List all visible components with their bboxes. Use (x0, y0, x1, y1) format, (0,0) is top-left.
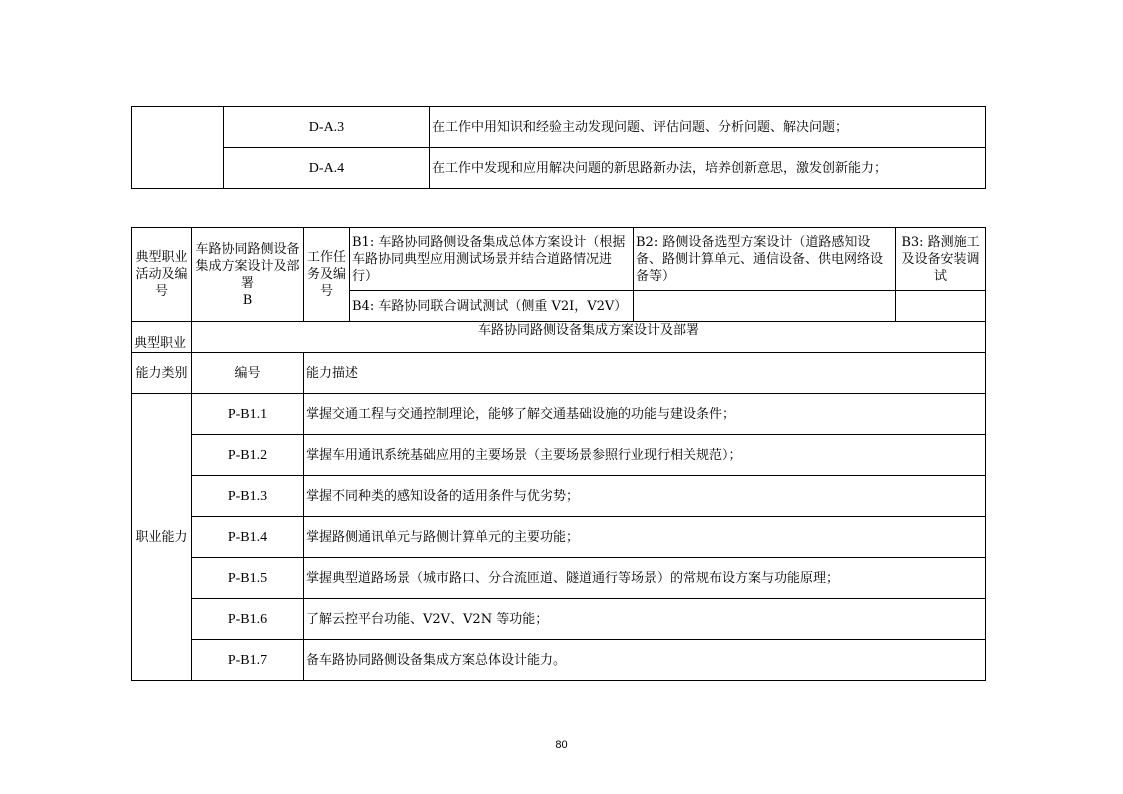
table-row (132, 517, 986, 558)
table-row (132, 640, 986, 681)
ability-description: 在工作中发现和应用解决问题的新思路新办法，培养创新意思，激发创新能力； (430, 148, 986, 189)
ability-description: 掌握路侧通讯单元与路侧计算单元的主要功能； (304, 517, 986, 558)
ability-code: D-A.3 (224, 107, 430, 148)
ability-code: P-B1.3 (192, 476, 304, 517)
ability-description: 掌握车用通讯系统基础应用的主要场景（主要场景参照行业现行相关规范）； (304, 435, 986, 476)
ability-description: 掌握交通工程与交通控制理论，能够了解交通基础设施的功能与建设条件； (304, 394, 986, 435)
header-category: 能力类别 (132, 353, 192, 394)
activity-code: B (242, 292, 253, 308)
table-row (132, 394, 986, 435)
page-number: 80 (555, 739, 568, 751)
header-code: 编号 (192, 353, 304, 394)
task-b3: B3: 路测施工及设备安装调试 (896, 228, 986, 291)
activity-name: 车路协同路侧设备集成方案设计及部署 (195, 241, 300, 291)
ability-code: D-A.4 (224, 148, 430, 189)
table-row (132, 353, 986, 394)
ability-description: 备车路协同路侧设备集成方案总体设计能力。 (304, 640, 986, 681)
empty-category-cell (132, 107, 224, 189)
ability-code: P-B1.5 (192, 558, 304, 599)
ability-description: 了解云控平台功能、V2V、V2N 等功能； (304, 599, 986, 640)
empty-task-cell (896, 291, 986, 322)
header-description: 能力描述 (304, 353, 986, 394)
table-row (132, 228, 986, 291)
table-row (132, 322, 986, 353)
main-table (131, 227, 986, 681)
task-b4: B4: 车路协同联合调试测试（侧重 V2I，V2V） (350, 291, 634, 322)
table-row (132, 476, 986, 517)
empty-task-cell (634, 291, 896, 322)
typical-label: 典型职业 (132, 322, 192, 353)
ability-description: 掌握不同种类的感知设备的适用条件与优劣势； (304, 476, 986, 517)
task-b1: B1: 车路协同路侧设备集成总体方案设计（根据车路协同典型应用测试场景并结合道路情况进行） (350, 228, 634, 291)
ability-description: 掌握典型道路场景（城市路口、分合流匝道、隧道通行等场景）的常规布设方案与功能原理； (304, 558, 986, 599)
table-row (132, 107, 986, 148)
table-row (132, 558, 986, 599)
table-row (132, 148, 986, 189)
ability-code: P-B1.1 (192, 394, 304, 435)
task-b2: B2: 路侧设备选型方案设计（道路感知设备、路侧计算单元、通信设备、供电网络设备等） (634, 228, 896, 291)
ability-code: P-B1.6 (192, 599, 304, 640)
activity-label: 典型职业活动及编号 (132, 228, 192, 322)
top-table (131, 106, 986, 189)
ability-code: P-B1.7 (192, 640, 304, 681)
table-row (132, 599, 986, 640)
task-label: 工作任务及编号 (304, 228, 350, 322)
activity-name-cell (192, 228, 304, 322)
ability-code: P-B1.2 (192, 435, 304, 476)
ability-description: 在工作中用知识和经验主动发现问题、评估问题、分析问题、解决问题； (430, 107, 986, 148)
typical-value: 车路协同路侧设备集成方案设计及部署 (192, 322, 986, 353)
ability-code: P-B1.4 (192, 517, 304, 558)
table-row (132, 435, 986, 476)
group-label: 职业能力 (132, 394, 192, 681)
